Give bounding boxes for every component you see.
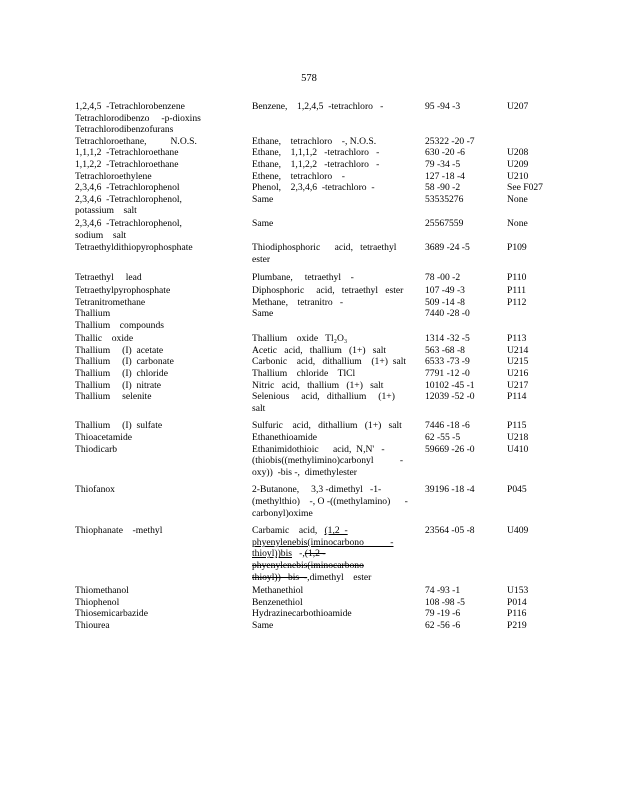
table-row <box>75 308 555 320</box>
cas-number: 62 -55 -5 <box>425 432 461 444</box>
table-row <box>75 242 555 265</box>
table-row <box>75 391 555 414</box>
substance-name: Thallium (I) sulfate <box>75 420 163 432</box>
substance-synonym: Phenol, 2,3,4,6 -tetrachloro - <box>252 182 375 194</box>
table-row <box>75 432 555 444</box>
substance-name: 2,3,4,6 -Tetrachlorophenol, sodium salt <box>75 217 182 241</box>
hazardous-substances-table <box>75 101 555 632</box>
substance-synonym: Methanethiol <box>252 585 304 597</box>
cas-number: 3689 -24 -5 <box>425 242 470 254</box>
table-row <box>75 320 555 332</box>
substance-name: Tetrachloroethane, N.O.S. <box>75 135 197 147</box>
waste-code: U153 <box>507 585 529 597</box>
waste-code: P113 <box>507 333 527 345</box>
substance-synonym: 2-Butanone, 3,3 -dimethyl -1- (methylthio) -, O -((methylamino) - carbonyl)oxime <box>252 484 408 519</box>
waste-code: P114 <box>507 391 527 403</box>
substance-name: Thallium (I) carbonate <box>75 356 174 368</box>
cas-number: 10102 -45 -1 <box>425 379 475 391</box>
substance-synonym: Ethane, tetrachloro -, N.O.S. <box>252 135 377 147</box>
waste-code: P014 <box>507 596 527 608</box>
table-row <box>75 297 555 309</box>
cas-number: 108 -98 -5 <box>425 596 465 608</box>
waste-code: P045 <box>507 484 527 496</box>
table-row <box>75 171 555 183</box>
table-row <box>75 136 555 148</box>
substance-name: Tetrachlorodibenzofurans <box>75 124 174 136</box>
waste-code: P109 <box>507 242 527 254</box>
table-row <box>75 218 555 241</box>
substance-name: Tetrachlorodibenzo -p-dioxins <box>75 112 201 124</box>
synonym-text: -, <box>291 548 305 560</box>
waste-code: U207 <box>507 101 529 112</box>
cas-number: 563 -68 -8 <box>425 344 465 356</box>
table-row <box>75 272 555 284</box>
cas-number: 6533 -73 -9 <box>425 356 470 368</box>
substance-name: Thiophanate -methyl <box>75 525 163 537</box>
table-row <box>75 182 555 194</box>
substance-name: Thallic oxide <box>75 333 134 345</box>
waste-code: U218 <box>507 432 529 444</box>
waste-code: P110 <box>507 272 527 284</box>
substance-name: Tetrachloroethylene <box>75 170 152 182</box>
substance-name: Thallium (I) chloride <box>75 368 168 380</box>
substance-synonym: Same <box>252 193 274 205</box>
substance-synonym: Thallium chloride TlCl <box>252 368 356 380</box>
cas-number: 95 -94 -3 <box>425 101 461 112</box>
substance-name: Thiosemicarbazide <box>75 608 148 620</box>
cas-number: 74 -93 -1 <box>425 585 461 597</box>
synonym-text: ,dimethyl ester <box>307 571 372 583</box>
substance-synonym: Ethane, 1,1,1,2 -tetrachloro - <box>252 147 380 159</box>
table-row <box>75 159 555 171</box>
substance-name: Thiofanox <box>75 484 115 496</box>
waste-code: U409 <box>507 525 529 537</box>
cas-number: 62 -56 -6 <box>425 619 461 631</box>
substance-synonym: Benzenethiol <box>252 596 303 608</box>
page-number: 578 <box>301 73 317 84</box>
table-row <box>75 194 555 217</box>
substance-synonym: Ethanimidothioic acid, N,N' - (thiobis((methylimino)carbonyl - oxy)) -bis -, dimethylester <box>252 443 404 478</box>
substance-synonym: Same <box>252 308 274 320</box>
cas-number: 78 -00 -2 <box>425 272 461 284</box>
substance-synonym: Thiodiphosphoric acid, tetraethyl ester <box>252 242 397 265</box>
substance-synonym: Same <box>252 217 274 229</box>
substance-name: Thallium (I) acetate <box>75 344 164 356</box>
waste-code: U217 <box>507 379 529 391</box>
substance-synonym: Ethanethioamide <box>252 432 318 444</box>
cas-number: 7446 -18 -6 <box>425 420 470 432</box>
cas-number: 25322 -20 -7 <box>425 135 475 147</box>
substance-synonym: Benzene, 1,2,4,5 -tetrachloro - <box>252 101 384 112</box>
cas-number: 58 -90 -2 <box>425 182 461 194</box>
waste-code: None <box>507 217 528 229</box>
table-row <box>75 444 555 479</box>
table-row <box>75 101 555 113</box>
cas-number: 39196 -18 -4 <box>425 484 475 496</box>
cas-number: 12039 -52 -0 <box>425 391 475 403</box>
waste-code: P116 <box>507 608 527 620</box>
cas-number: 630 -20 -6 <box>425 147 465 159</box>
substance-synonym: Diphosphoric acid, tetraethyl ester <box>252 284 404 296</box>
substance-name: Thallium selenite <box>75 391 152 403</box>
substance-synonym: Same <box>252 619 274 631</box>
substance-name: Thallium (I) nitrate <box>75 379 162 391</box>
substance-name: Thallium compounds <box>75 319 164 331</box>
table-row <box>75 345 555 357</box>
table-row <box>75 368 555 380</box>
table-row <box>75 484 555 519</box>
table-row <box>75 420 555 432</box>
waste-code: P112 <box>507 296 527 308</box>
substance-name: Thiodicarb <box>75 443 118 455</box>
substance-synonym: Nitric acid, thallium (1+) salt <box>252 379 384 391</box>
substance-name: Thiophenol <box>75 596 120 608</box>
substance-name: Tetraethyldithiopyrophosphate <box>75 242 193 254</box>
cas-number: 7791 -12 -0 <box>425 368 470 380</box>
substance-synonym: Carbonic acid, dithallium (1+) salt <box>252 356 407 368</box>
cas-number: 509 -14 -8 <box>425 296 465 308</box>
substance-name: Tetraethyl lead <box>75 272 142 284</box>
cas-number: 53535276 <box>425 193 464 205</box>
table-row <box>75 356 555 368</box>
table-row <box>75 585 555 597</box>
cas-number: 1314 -32 -5 <box>425 333 470 345</box>
substance-name: 2,3,4,6 -Tetrachlorophenol <box>75 182 180 194</box>
table-row <box>75 285 555 297</box>
cas-number: 59669 -26 -0 <box>425 443 475 455</box>
waste-code: U208 <box>507 147 529 159</box>
table-row <box>75 620 555 632</box>
waste-code: U215 <box>507 356 529 368</box>
substance-name: 1,1,2,2 -Tetrachloroethane <box>75 158 179 170</box>
waste-code: None <box>507 193 528 205</box>
table-row <box>75 113 555 125</box>
substance-name: Tetraethylpyrophosphate <box>75 284 171 296</box>
substance-synonym: Acetic acid, thallium (1+) salt <box>252 344 387 356</box>
deleted-text: (1,2 - phyenylenebis(iminocarbono thioyl)) bis - <box>252 548 364 583</box>
substance-name: 2,3,4,6 -Tetrachlorophenol, potassium salt <box>75 193 182 217</box>
table-row <box>75 333 555 345</box>
cas-number: 7440 -28 -0 <box>425 308 470 320</box>
waste-code: P115 <box>507 420 527 432</box>
substance-synonym: Hydrazinecarbothioamide <box>252 608 352 620</box>
substance-synonym: Ethane, 1,1,2,2 -tetrachloro - <box>252 158 380 170</box>
substance-name: Thiourea <box>75 619 110 631</box>
table-row <box>75 597 555 609</box>
substance-synonym: Thallium oxide Tl₂O₃ <box>252 333 348 345</box>
waste-code: U410 <box>507 443 529 455</box>
waste-code: See F027 <box>507 182 543 194</box>
substance-name: 1,1,1,2 -Tetrachloroethane <box>75 147 179 159</box>
substance-name: Thallium <box>75 308 111 320</box>
substance-synonym: Methane, tetranitro - <box>252 296 344 308</box>
synonym-text: Carbamic acid, <box>252 525 325 537</box>
waste-code: U216 <box>507 368 529 380</box>
cas-number: 79 -19 -6 <box>425 608 461 620</box>
cas-number: 25567559 <box>425 217 464 229</box>
substance-synonym <box>252 525 418 583</box>
table-row <box>75 380 555 392</box>
waste-code: U209 <box>507 158 529 170</box>
table-row <box>75 608 555 620</box>
substance-name: Tetranitromethane <box>75 296 146 308</box>
table-row <box>75 525 555 583</box>
substance-synonym: Plumbane, tetraethyl - <box>252 272 354 284</box>
cas-number: 23564 -05 -8 <box>425 525 475 537</box>
waste-code: P219 <box>507 619 527 631</box>
substance-name: 1,2,4,5 -Tetrachlorobenzene <box>75 101 185 112</box>
table-row <box>75 124 555 136</box>
cas-number: 79 -34 -5 <box>425 158 461 170</box>
waste-code: U214 <box>507 344 529 356</box>
inserted-text: (1,2 - phyenylenebis(iminocarbono - thioyl))bis <box>252 525 394 560</box>
substance-name: Thioacetamide <box>75 432 133 444</box>
cas-number: 107 -49 -3 <box>425 284 465 296</box>
table-row <box>75 147 555 159</box>
cas-number: 127 -18 -4 <box>425 170 465 182</box>
substance-synonym: Sulfuric acid, dithallium (1+) salt <box>252 420 402 432</box>
substance-synonym: Ethene, tetrachloro - <box>252 170 345 182</box>
substance-synonym: Selenious acid, dithallium (1+) salt <box>252 391 395 414</box>
waste-code: P111 <box>507 284 527 296</box>
substance-name: Thiomethanol <box>75 585 129 597</box>
waste-code: U210 <box>507 170 529 182</box>
